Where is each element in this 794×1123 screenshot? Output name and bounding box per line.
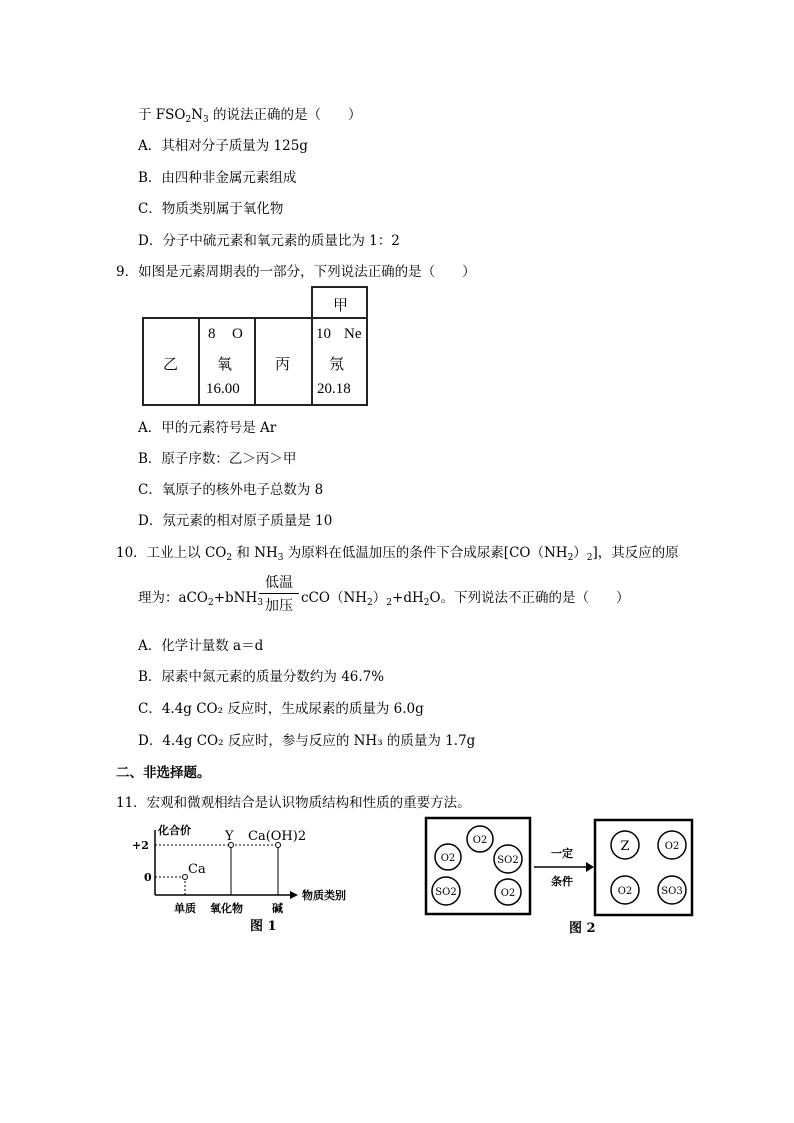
- cell-oxygen: [198, 317, 256, 406]
- q10-text: +dH: [392, 590, 424, 606]
- q8-option-b[interactable]: B．由四种非金属元素组成: [138, 170, 297, 186]
- q10-text: 和 NH: [232, 545, 278, 561]
- molecule-label: SO3: [661, 886, 683, 897]
- reaction-arrow-bar: [259, 593, 299, 594]
- arrow-label-top: 一定: [551, 847, 573, 860]
- figure-1-chart: [130, 820, 380, 940]
- neon-name: 氖: [329, 357, 345, 373]
- y-axis-title: 化合价: [158, 824, 191, 837]
- q9-option-c[interactable]: C．氧原子的核外电子总数为 8: [138, 482, 324, 498]
- q8-stem: [138, 103, 362, 123]
- neon-mass: 20.18: [317, 381, 351, 397]
- q8-sub: 3: [203, 115, 209, 125]
- molecule-label: O2: [617, 886, 633, 897]
- condition-top: 低温: [265, 575, 293, 591]
- q10-text: ]，其反应的原: [592, 545, 679, 561]
- periodic-table: [142, 286, 368, 406]
- q10-text: 为原料在低温加压的条件下合成尿素[CO（NH: [283, 545, 568, 561]
- x-axis-title: 物质类别: [302, 889, 346, 902]
- cell-yi: [142, 317, 200, 406]
- q10-text: 10．工业上以 CO: [116, 545, 227, 561]
- q10-option-b[interactable]: B．尿素中氮元素的质量分数约为 46.7%: [138, 669, 385, 685]
- oxygen-mass: 16.00: [206, 381, 240, 397]
- oxygen-name: 氧: [217, 357, 233, 373]
- point-label-caoh2: Ca(OH)2: [248, 829, 307, 844]
- y-tick: +2: [132, 839, 149, 852]
- q10-equation-left: [138, 586, 263, 606]
- label-jia: 甲: [333, 298, 349, 314]
- x-axis-arrow-icon: [290, 891, 298, 899]
- q10-text: 理为：aCO: [138, 590, 208, 606]
- cell-jia: [311, 286, 368, 319]
- label-yi: 乙: [163, 357, 179, 373]
- x-tick: 氧化物: [210, 902, 243, 915]
- point-label-y: Y: [225, 829, 234, 844]
- molecule-label: SO2: [435, 887, 457, 898]
- figure-1-caption: 图 1: [250, 919, 277, 934]
- q10-text: ）: [372, 590, 387, 606]
- q8-option-a[interactable]: A．其相对分子质量为 125g: [138, 138, 308, 154]
- oxygen-symbol: O: [232, 326, 243, 342]
- q10-text: O。下列说法不正确的是（ ）: [429, 590, 630, 606]
- molecule-label: SO2: [497, 855, 519, 866]
- q11-stem: 11．宏观和微观相结合是认识物质结构和性质的重要方法。: [116, 795, 471, 811]
- y-tick: 0: [144, 871, 152, 884]
- cell-bing: [254, 317, 313, 406]
- cell-neon: [311, 317, 368, 406]
- q8-stem-suffix: 的说法正确的是（ ）: [208, 107, 362, 123]
- q9-option-a[interactable]: A．甲的元素符号是 Ar: [138, 420, 277, 436]
- q10-option-d[interactable]: D．4.4g CO₂ 反应时，参与反应的 NH₃ 的质量为 1.7g: [138, 733, 476, 749]
- q8-option-c[interactable]: C．物质类别属于氧化物: [138, 201, 284, 217]
- q10-sub: 2: [386, 598, 393, 608]
- q10-sub: 2: [226, 553, 233, 563]
- point-label-ca: Ca: [188, 862, 206, 877]
- molecule-label: O2: [440, 853, 456, 864]
- molecule-label: Z: [620, 839, 630, 854]
- arrow-label-bottom: 条件: [551, 875, 573, 888]
- x-tick: 碱: [272, 902, 283, 915]
- neon-symbol: Ne: [344, 326, 362, 342]
- q10-sub: 2: [586, 553, 593, 563]
- q9-stem: 9．如图是元素周期表的一部分，下列说法正确的是（ ）: [116, 264, 476, 280]
- condition-bottom: 加压: [265, 598, 293, 614]
- q10-sub: 2: [423, 598, 430, 608]
- label-bing: 丙: [275, 357, 291, 373]
- q10-sub: 2: [567, 553, 574, 563]
- figure-2-caption: 图 2: [569, 921, 596, 936]
- reaction-condition: [259, 572, 299, 615]
- figure-2-diagram: [424, 815, 694, 940]
- q10-equation-right: [301, 586, 630, 606]
- point-ca: [183, 875, 188, 880]
- q9-option-d[interactable]: D．氖元素的相对原子质量是 10: [138, 513, 333, 529]
- q8-option-d[interactable]: D．分子中硫元素和氧元素的质量比为 1：2: [138, 233, 400, 249]
- q10-option-a[interactable]: A．化学计量数 a＝d: [138, 638, 264, 654]
- q8-sub: 2: [185, 115, 192, 125]
- oxygen-number: 8: [208, 326, 216, 342]
- q10-sub: 3: [257, 598, 263, 608]
- q8-stem-mid: N: [191, 107, 204, 123]
- x-tick: 单质: [174, 902, 196, 915]
- q10-option-c[interactable]: C．4.4g CO₂ 反应时，生成尿素的质量为 6.0g: [138, 701, 424, 717]
- molecule-label: O2: [472, 835, 488, 846]
- molecule-label: O2: [664, 841, 680, 852]
- q10-text: +bNH: [213, 590, 258, 606]
- q10-sub: 3: [277, 553, 284, 563]
- neon-number: 10: [316, 326, 331, 342]
- q10-sub: 2: [207, 598, 214, 608]
- q9-option-b[interactable]: B．原子序数：乙＞丙＞甲: [138, 451, 297, 467]
- arrow-head-icon: [586, 862, 594, 872]
- section-heading: 二、非选择题。: [116, 765, 211, 781]
- q10-text: ）: [573, 545, 587, 561]
- molecule-label: O2: [500, 888, 516, 899]
- q10-text: cCO（NH: [301, 590, 368, 606]
- q8-stem-text: 于 FSO: [138, 107, 186, 123]
- q10-sub: 2: [367, 598, 373, 608]
- q10-stem-line1: [116, 541, 679, 561]
